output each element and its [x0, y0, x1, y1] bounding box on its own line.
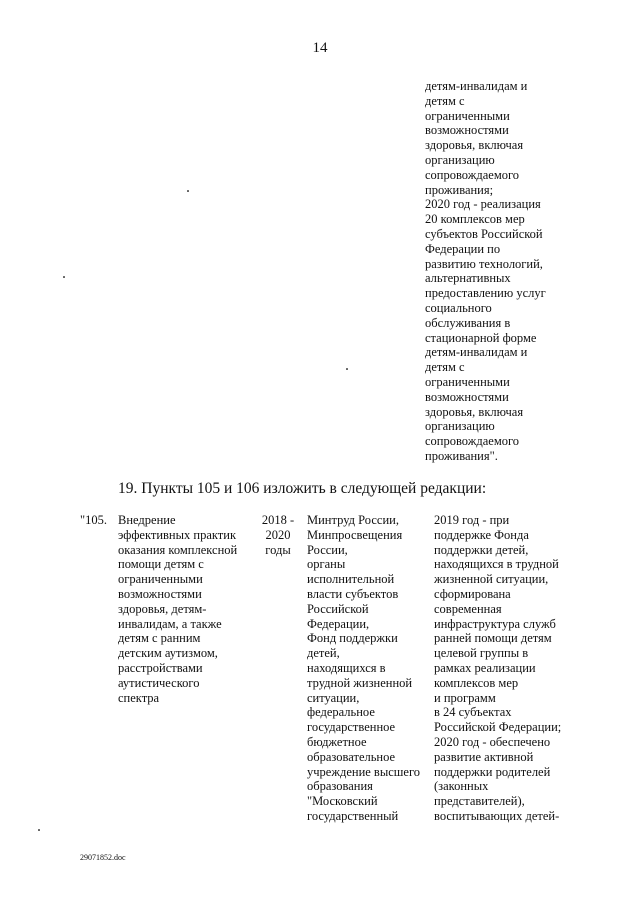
continued-text-line: детям-инвалидам и: [425, 345, 528, 360]
measure-name-line: возможностями: [118, 586, 202, 601]
executor-line: Российской: [307, 601, 369, 616]
executor-line: федеральное: [307, 705, 375, 720]
executor-line: органы: [307, 557, 346, 572]
continued-text-line: 20 комплексов мер: [425, 212, 525, 227]
continued-text-line: здоровья, включая: [425, 138, 524, 153]
continued-text-line: ограниченными: [425, 374, 510, 389]
continued-text-line: детям с: [425, 93, 465, 108]
scan-speck: [187, 190, 189, 192]
executor-line: трудной жизненной: [307, 675, 413, 690]
executor-line: Минпросвещения: [307, 527, 403, 542]
measure-name-line: расстройствами: [118, 660, 203, 675]
result-line: 2020 год - обеспечено: [434, 734, 551, 749]
continued-text-line: организацию: [425, 419, 495, 434]
executor-line: бюджетное: [307, 734, 367, 749]
continued-text-line: проживания".: [425, 448, 498, 463]
measure-name-line: помощи детям с: [118, 557, 204, 572]
continued-text-line: детям-инвалидам и: [425, 79, 528, 93]
page-number: 14: [312, 40, 328, 56]
document-footer-filename: 29071852.doc: [80, 853, 126, 862]
result-line: сформирована: [434, 586, 511, 601]
measure-name-line: оказания комплексной: [118, 542, 238, 557]
result-line: находящихся в трудной: [434, 557, 559, 572]
measure-name-line: здоровья, детям-: [118, 601, 207, 616]
continued-text-line: ограниченными: [425, 108, 510, 123]
measure-name-line: аутистического: [118, 675, 200, 690]
executor-line: Федерации,: [307, 616, 370, 631]
result-line: жизненной ситуации,: [434, 572, 549, 587]
executor-line: образовательное: [307, 749, 396, 764]
measure-name-line: спектра: [118, 690, 160, 705]
result-cell: [434, 513, 561, 824]
continued-text-line: детям с: [425, 360, 465, 375]
executor-line: ситуации,: [307, 690, 360, 705]
executor-line: государственное: [307, 720, 396, 735]
executor-line: образования: [307, 779, 373, 794]
continued-text-line: организацию: [425, 152, 495, 167]
executor-line: "Московский: [307, 794, 378, 809]
result-line: Российской Федерации;: [434, 720, 562, 735]
result-line: поддержки родителей: [434, 764, 551, 779]
continued-text-line: стационарной форме: [425, 330, 537, 345]
continued-text-line: возможностями: [425, 389, 509, 404]
continued-text-line: альтернативных: [425, 271, 511, 286]
executor-line: Фонд поддержки: [307, 631, 398, 646]
measure-name-line: детским аутизмом,: [118, 646, 218, 661]
executor-line: России,: [307, 542, 348, 557]
result-line: ранней помощи детям: [434, 631, 552, 646]
executor-line: Минтруд России,: [307, 513, 399, 527]
executor-line: власти субъектов: [307, 586, 399, 601]
result-line: развитие активной: [434, 749, 534, 764]
measure-name-line: инвалидам, а также: [118, 616, 222, 631]
section-heading: 19. Пункты 105 и 106 изложить в следующей редакции:: [118, 480, 487, 497]
scan-speck: [346, 368, 348, 370]
measure-name-line: ограниченными: [118, 572, 203, 587]
scan-speck: [38, 829, 40, 831]
result-line: поддержки детей,: [434, 542, 529, 557]
result-line: инфраструктура служб: [434, 616, 556, 631]
measure-name-line: эффективных практик: [118, 527, 237, 542]
result-line: современная: [434, 601, 502, 616]
result-line: целевой группы в: [434, 646, 529, 661]
result-line: представителей),: [434, 794, 525, 809]
measure-name-line: Внедрение: [118, 513, 176, 527]
executors-cell: [307, 513, 420, 824]
result-line: 2019 год - при: [434, 513, 510, 527]
scan-speck: [63, 276, 65, 278]
executor-line: учреждение высшего: [307, 764, 421, 779]
continued-text-line: предоставлению услуг: [425, 286, 546, 301]
continued-text-line: сопровождаемого: [425, 167, 520, 182]
measure-name-line: детям с ранним: [118, 631, 201, 646]
years-line: 2018 -: [261, 513, 295, 527]
row-number: "105.: [80, 513, 107, 527]
continued-text-line: развитию технологий,: [425, 256, 543, 271]
result-line: комплексов мер: [434, 675, 519, 690]
continued-text-line: обслуживания в: [425, 315, 511, 330]
continued-text-line: 2020 год - реализация: [425, 197, 541, 212]
years-cell: [258, 513, 298, 557]
executor-line: детей,: [307, 646, 340, 661]
result-line: воспитывающих детей-: [434, 808, 560, 823]
measure-name-cell: [118, 513, 237, 705]
result-line: (законных: [434, 779, 489, 794]
continued-text-line: субъектов Российской: [425, 226, 543, 241]
years-line: 2020: [265, 527, 291, 542]
result-line: и программ: [434, 690, 496, 705]
continued-text-line: проживания;: [425, 182, 494, 197]
executor-line: находящихся в: [307, 660, 386, 675]
result-line: поддержке Фонда: [434, 527, 529, 542]
continued-text-line: социального: [425, 300, 492, 315]
years-line: годы: [265, 542, 291, 557]
executor-line: исполнительной: [307, 572, 395, 587]
continued-text-line: сопровождаемого: [425, 434, 520, 449]
result-line: рамках реализации: [434, 660, 536, 675]
continued-text-line: здоровья, включая: [425, 404, 524, 419]
continued-text-line: возможностями: [425, 123, 509, 138]
continued-result-column: [425, 79, 575, 464]
result-line: в 24 субъектах: [434, 705, 512, 720]
continued-text-line: Федерации по: [425, 241, 501, 256]
executor-line: государственный: [307, 808, 399, 823]
